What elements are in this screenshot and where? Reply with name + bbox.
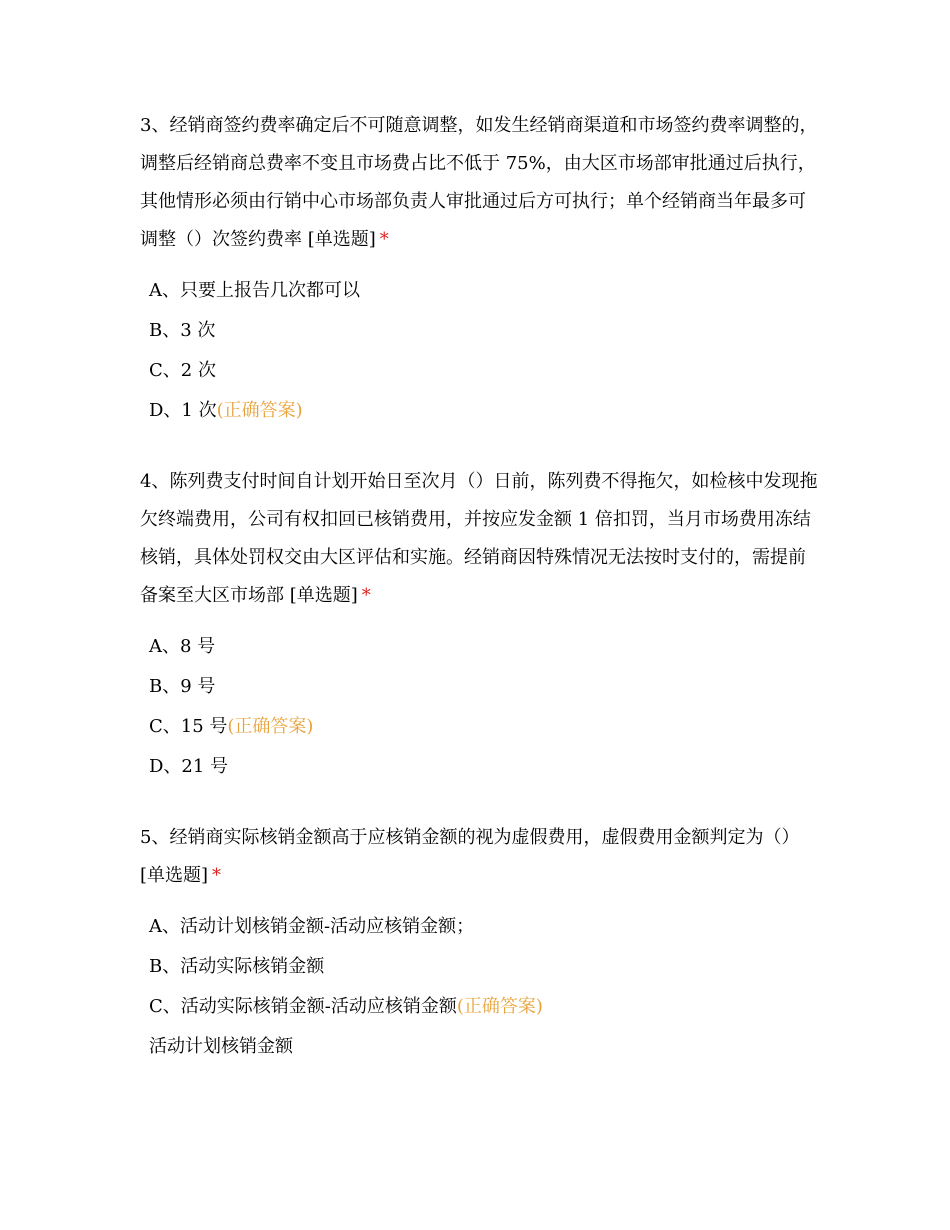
question-text [140,819,820,895]
option-list [140,271,820,431]
option-b[interactable] [149,667,820,707]
question-stem: 3、经销商签约费率确定后不可随意调整，如发生经销商渠道和市场签约费率调整的，调整后经销商总费率不变且市场费占比不低于 75%，由大区市场部审批通过后执行，其他情形必须由行销中心市场部负责人审批通过后方可执行；单个经销商当年最多可调整（）次签约费率 [单选题] [140,115,818,250]
question-text [140,107,820,259]
required-asterisk: * [379,229,389,250]
option-text: C、15 号 [149,716,228,737]
option-text: B、3 次 [149,320,216,341]
option-b[interactable] [149,947,820,987]
option-text: 活动计划核销金额 [149,1036,293,1057]
question-3 [140,107,820,431]
option-text: D、21 号 [149,756,229,777]
correct-answer-label: (正确答案) [456,996,543,1017]
correct-answer-label: (正确答案) [216,400,303,421]
option-b[interactable] [149,311,820,351]
option-d[interactable] [149,747,820,787]
option-a[interactable] [149,271,820,311]
option-text: D、1 次 [149,400,217,421]
correct-answer-label: (正确答案) [227,716,314,737]
option-text: B、9 号 [149,676,216,697]
option-text: C、活动实际核销金额-活动应核销金额 [149,996,457,1017]
option-a[interactable] [149,627,820,667]
option-list [140,907,820,1067]
question-text [140,463,820,615]
option-text: A、8 号 [149,636,216,657]
option-text: A、只要上报告几次都可以 [149,280,360,301]
option-d[interactable] [149,391,820,431]
option-c[interactable] [149,987,820,1027]
required-asterisk: * [361,585,371,606]
question-4 [140,463,820,787]
question-5 [140,819,820,1067]
option-c[interactable] [149,707,820,747]
option-a[interactable] [149,907,820,947]
option-text: B、活动实际核销金额 [149,956,325,977]
option-c[interactable] [149,351,820,391]
question-stem: 5、经销商实际核销金额高于应核销金额的视为虚假费用，虚假费用金额判定为（） [单选题] [140,827,800,886]
required-asterisk: * [212,865,222,886]
option-text: A、活动计划核销金额-活动应核销金额； [149,916,475,937]
question-stem: 4、陈列费支付时间自计划开始日至次月（）日前，陈列费不得拖欠，如检核中发现拖欠终端费用，公司有权扣回已核销费用，并按应发金额 1 倍扣罚，当月市场费用冻结核销，具体处罚权交由大区评估和实施。经销商因特殊情况无法按时支付的，需提前备案至大区市场部 [单选题] [140,471,818,606]
option-d[interactable] [149,1027,820,1067]
option-text: C、2 次 [149,360,216,381]
option-list [140,627,820,787]
